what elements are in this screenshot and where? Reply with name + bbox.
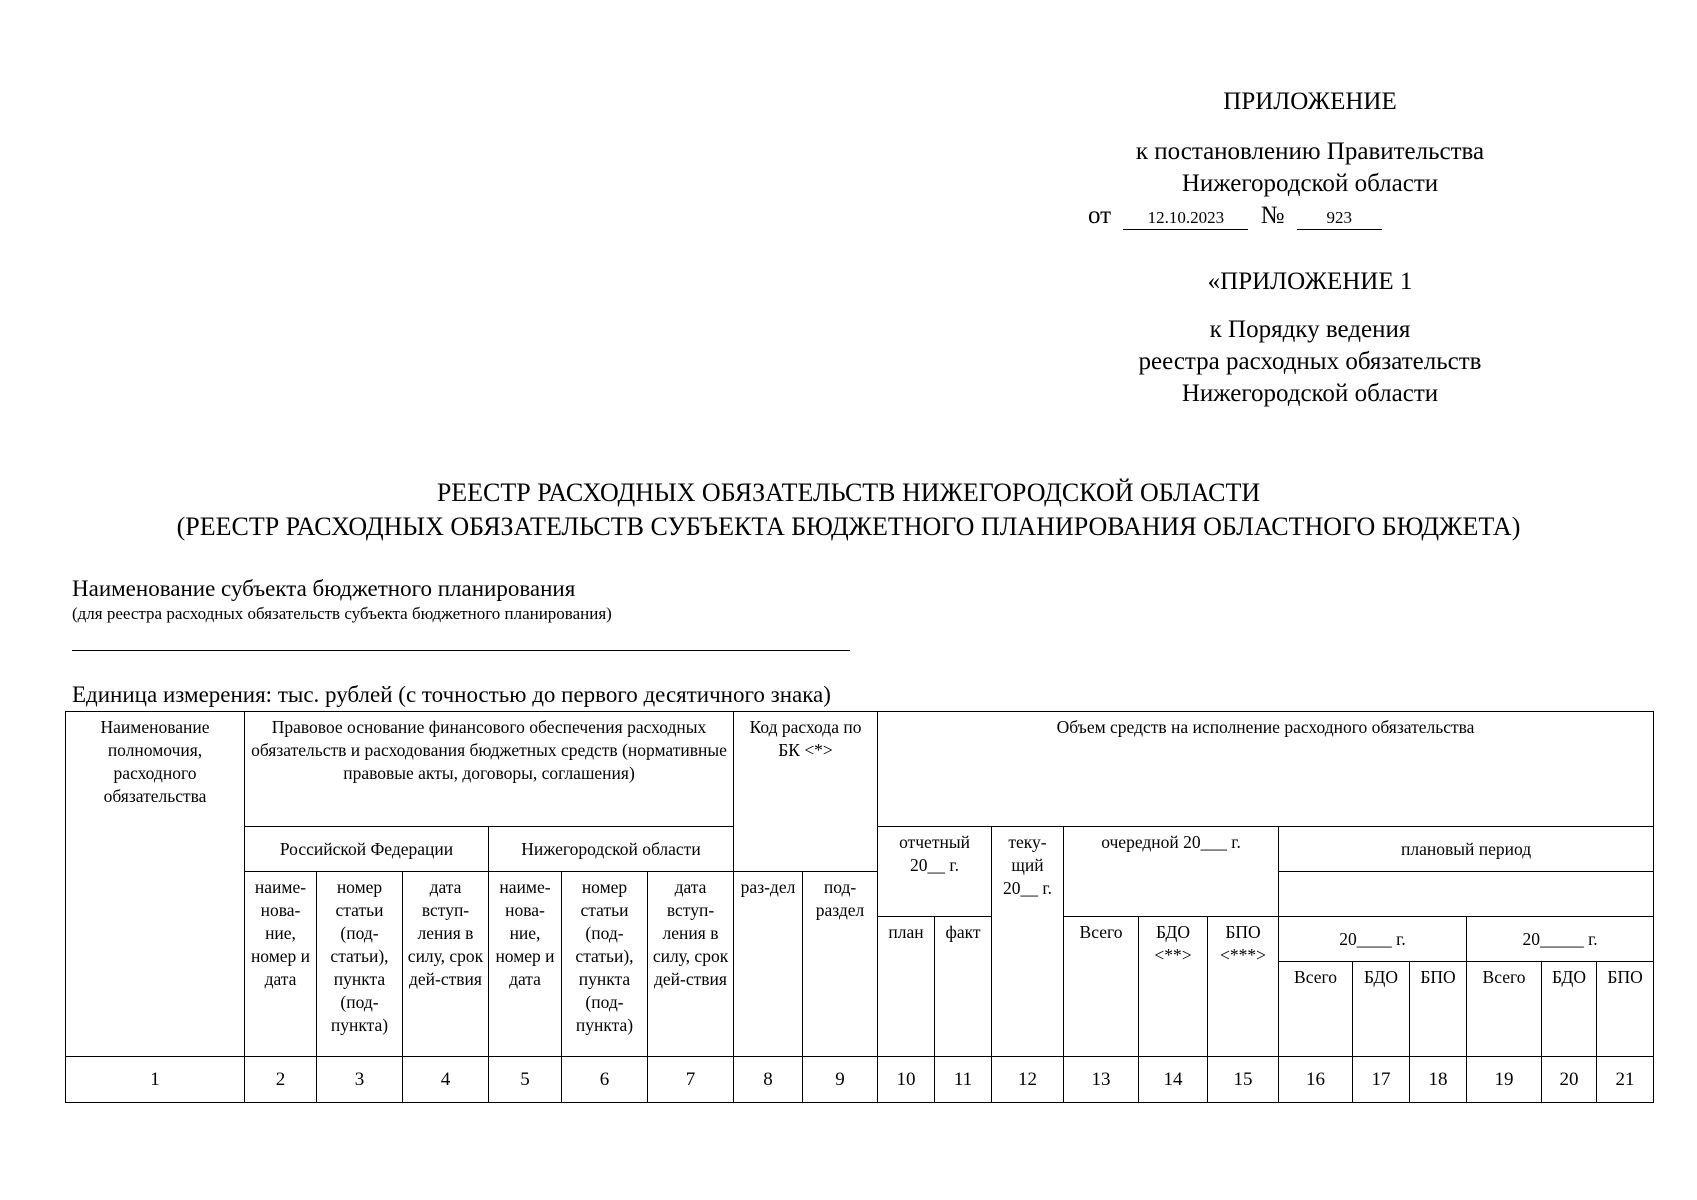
column-number: 3 bbox=[317, 1057, 403, 1103]
column-number: 11 bbox=[935, 1057, 992, 1103]
header-planning-blank bbox=[1279, 872, 1654, 917]
header-reporting-year: отчетный 20__ г. bbox=[878, 827, 992, 917]
header-subsection: под-раздел bbox=[803, 872, 878, 1057]
header-planning-period: плановый период bbox=[1279, 827, 1654, 872]
header-year-b-bdo: БДО bbox=[1542, 962, 1597, 1057]
column-number: 15 bbox=[1208, 1057, 1279, 1103]
header-next-year: очередной 20___ г. bbox=[1064, 827, 1279, 917]
header-year-a-total: Всего bbox=[1279, 962, 1353, 1057]
decree-line-1: к постановлению Правительства bbox=[1135, 138, 1485, 165]
header-nn-effective: дата вступ-ления в силу, срок дей-ствия bbox=[648, 872, 734, 1057]
column-number: 4 bbox=[403, 1057, 489, 1103]
decree-date-line bbox=[1088, 200, 1548, 232]
header-plan-year-b: 20_____ г. bbox=[1467, 917, 1654, 962]
header-section: раз-дел bbox=[734, 872, 803, 1057]
header-rf-article: номер статьи (под-статьи), пункта (под-пункта) bbox=[317, 872, 403, 1057]
column-number: 17 bbox=[1353, 1057, 1410, 1103]
column-number: 12 bbox=[992, 1057, 1064, 1103]
column-number: 21 bbox=[1597, 1057, 1654, 1103]
column-number: 8 bbox=[734, 1057, 803, 1103]
appendix-label: ПРИЛОЖЕНИЕ bbox=[1223, 88, 1397, 115]
number-label: № bbox=[1260, 202, 1285, 229]
header-volume: Объем средств на исполнение расходного обязательства bbox=[878, 712, 1654, 827]
header-fact: факт bbox=[935, 917, 992, 1057]
from-label: от bbox=[1088, 202, 1112, 229]
column-number: 6 bbox=[562, 1057, 648, 1103]
header-nizhny-novgorod-region: Нижегородской области bbox=[489, 827, 734, 872]
register-table bbox=[65, 711, 1654, 1103]
column-number: 16 bbox=[1279, 1057, 1353, 1103]
column-number: 2 bbox=[245, 1057, 317, 1103]
subject-fill-line bbox=[72, 650, 850, 651]
column-number: 18 bbox=[1410, 1057, 1467, 1103]
column-number: 1 bbox=[66, 1057, 245, 1103]
column-number: 14 bbox=[1139, 1057, 1208, 1103]
column-number: 20 bbox=[1542, 1057, 1597, 1103]
header-rf-effective: дата вступ-ления в силу, срок дей-ствия bbox=[403, 872, 489, 1057]
appendix-1-label: «ПРИЛОЖЕНИЕ 1 bbox=[1207, 268, 1413, 295]
header-russian-federation: Российской Федерации bbox=[245, 827, 489, 872]
column-number: 7 bbox=[648, 1057, 734, 1103]
column-number: 9 bbox=[803, 1057, 878, 1103]
column-number: 10 bbox=[878, 1057, 935, 1103]
column-number: 5 bbox=[489, 1057, 562, 1103]
column-number: 19 bbox=[1467, 1057, 1542, 1103]
page-title: РЕЕСТР РАСХОДНЫХ ОБЯЗАТЕЛЬСТВ НИЖЕГОРОДСКОЙ ОБЛАСТИ bbox=[436, 478, 1261, 507]
page-subtitle: (РЕЕСТР РАСХОДНЫХ ОБЯЗАТЕЛЬСТВ СУБЪЕКТА БЮДЖЕТНОГО ПЛАНИРОВАНИЯ ОБЛАСТНОГО БЮДЖЕТА) bbox=[176, 512, 1521, 541]
decree-number: 923 bbox=[1297, 207, 1382, 230]
header-year-a-bdo: БДО bbox=[1353, 962, 1410, 1057]
header-authority: Наименование полномочия, расходного обязательства bbox=[66, 712, 245, 1057]
unit-label: Единица измерения: тыс. рублей (с точностью до первого десятичного знака) bbox=[72, 682, 831, 707]
header-year-b-total: Всего bbox=[1467, 962, 1542, 1057]
header-expense-code: Код расхода по БК <*> bbox=[734, 712, 878, 872]
header-current-year: теку-щий 20__ г. bbox=[992, 827, 1064, 1057]
order-line-1: к Порядку ведения bbox=[1209, 316, 1411, 343]
header-next-total: Всего bbox=[1064, 917, 1139, 1057]
header-plan: план bbox=[878, 917, 935, 1057]
header-year-b-bpo: БПО bbox=[1597, 962, 1654, 1057]
subject-label: Наименование субъекта бюджетного планирования bbox=[72, 576, 576, 601]
order-line-3: Нижегородской области bbox=[1181, 380, 1439, 407]
subject-note: (для реестра расходных обязательств субъекта бюджетного планирования) bbox=[72, 604, 612, 623]
header-next-bdo: БДО <**> bbox=[1139, 917, 1208, 1057]
header-legal-basis: Правовое основание финансового обеспечения расходных обязательств и расходования бюджетных средств (нормативные правовые акты, договоры, соглашения) bbox=[245, 712, 734, 827]
decree-date: 12.10.2023 bbox=[1123, 207, 1248, 230]
header-rf-name-date: наиме-нова-ние, номер и дата bbox=[245, 872, 317, 1057]
order-line-2: реестра расходных обязательств bbox=[1138, 348, 1482, 375]
header-year-a-bpo: БПО bbox=[1410, 962, 1467, 1057]
header-nn-name-date: наиме-нова-ние, номер и дата bbox=[489, 872, 562, 1057]
header-plan-year-a: 20____ г. bbox=[1279, 917, 1467, 962]
header-nn-article: номер статьи (под-статьи), пункта (под-пункта) bbox=[562, 872, 648, 1057]
column-number: 13 bbox=[1064, 1057, 1139, 1103]
header-next-bpo: БПО <***> bbox=[1208, 917, 1279, 1057]
decree-line-2: Нижегородской области bbox=[1181, 170, 1439, 197]
